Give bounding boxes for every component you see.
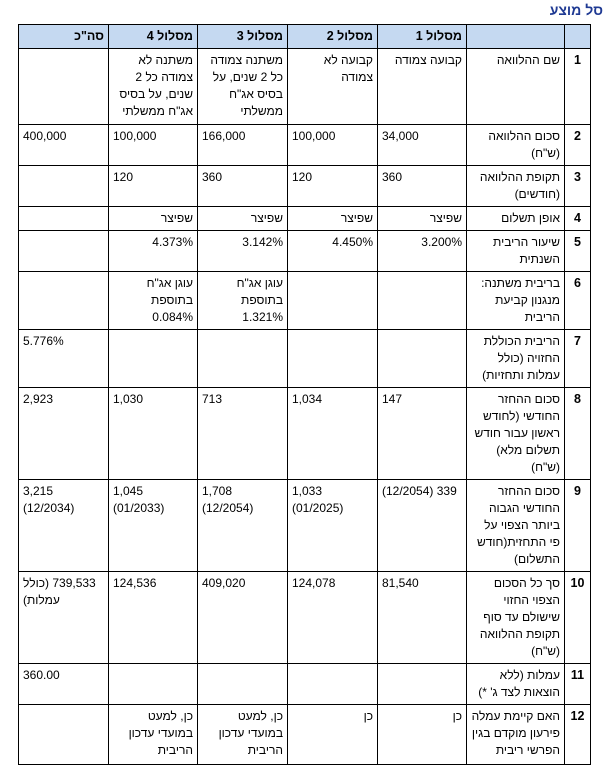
header-track-4: מסלול 4 (109, 25, 198, 49)
row-number: 8 (565, 388, 591, 480)
header-total: סה"כ (19, 25, 109, 49)
cell-track-1: שפיצר (378, 207, 467, 231)
row-label: עמלות (ללא הוצאות לצד ג' *) (467, 664, 565, 705)
cell-track-4: 4.373% (109, 231, 198, 272)
cell-total (19, 166, 109, 207)
cell-track-3 (198, 330, 288, 388)
cell-track-3: שפיצר (198, 207, 288, 231)
header-row (19, 25, 591, 49)
row-number: 9 (565, 480, 591, 572)
cell-track-1: כן (378, 705, 467, 765)
row-number: 12 (565, 705, 591, 765)
cell-track-3: משתנה צמודה כל 2 שנים, על בסיס אג"ח ממשלתי (198, 49, 288, 125)
cell-track-2: 4.450% (288, 231, 378, 272)
cell-track-1: קבועה צמודה (378, 49, 467, 125)
row-label: הריבית הכוללת החזויה (כולל עמלות ותחזיות) (467, 330, 565, 388)
table-row (19, 572, 591, 664)
row-label: שם ההלוואה (467, 49, 565, 125)
cell-track-3: 166,000 (198, 125, 288, 166)
cell-total (19, 231, 109, 272)
cell-track-4: 124,536 (109, 572, 198, 664)
row-label: תקופת ההלוואה (חודשים) (467, 166, 565, 207)
row-label: שיעור הריבית השנתית (467, 231, 565, 272)
cell-total: 2,923 (19, 388, 109, 480)
header-label (467, 25, 565, 49)
cell-track-2: 124,078 (288, 572, 378, 664)
cell-track-2: 100,000 (288, 125, 378, 166)
row-number: 6 (565, 272, 591, 330)
row-number: 3 (565, 166, 591, 207)
cell-total: 3,215 (12/2034) (19, 480, 109, 572)
cell-track-2: 1,033 (01/2025) (288, 480, 378, 572)
cell-track-4 (109, 330, 198, 388)
row-number: 2 (565, 125, 591, 166)
row-label: אופן תשלום (467, 207, 565, 231)
cell-total (19, 49, 109, 125)
cell-track-4: 1,045 (01/2033) (109, 480, 198, 572)
cell-track-3 (198, 664, 288, 705)
cell-total: 739,533 (כולל עמלות) (19, 572, 109, 664)
cell-track-2 (288, 664, 378, 705)
cell-total: 400,000 (19, 125, 109, 166)
cell-track-4: עוגן אג"ח בתוספת 0.084% (109, 272, 198, 330)
header-track-3: מסלול 3 (198, 25, 288, 49)
row-number: 7 (565, 330, 591, 388)
cell-track-3: עוגן אג"ח בתוספת 1.321% (198, 272, 288, 330)
cell-track-2 (288, 272, 378, 330)
row-number: 4 (565, 207, 591, 231)
cell-track-4: 120 (109, 166, 198, 207)
table-row (19, 480, 591, 572)
cell-track-2: 120 (288, 166, 378, 207)
cell-track-4: שפיצר (109, 207, 198, 231)
cell-track-2: כן (288, 705, 378, 765)
cell-track-2: 1,034 (288, 388, 378, 480)
table-row (19, 388, 591, 480)
cell-track-3: כן, למעט במועדי עדכון הריבית (198, 705, 288, 765)
cell-total (19, 272, 109, 330)
cell-track-2 (288, 330, 378, 388)
table-row (19, 207, 591, 231)
table-row (19, 664, 591, 705)
cell-track-3: 1,708 (12/2054) (198, 480, 288, 572)
cell-track-2: שפיצר (288, 207, 378, 231)
cell-track-1 (378, 330, 467, 388)
cell-track-4: 1,030 (109, 388, 198, 480)
cell-track-4: 100,000 (109, 125, 198, 166)
row-label: סכום ההחזר החודשי (לחודש ראשון עבור חודש תשלום מלא)(ש"ח) (467, 388, 565, 480)
cell-track-2: קבועה לא צמודה (288, 49, 378, 125)
cell-total (19, 705, 109, 765)
header-num (565, 25, 591, 49)
cell-track-4: משתנה לא צמודה כל 2 שנים, על בסיס אג"ח ממשלתי (109, 49, 198, 125)
row-number: 5 (565, 231, 591, 272)
cell-total: 5.776% (19, 330, 109, 388)
cell-track-3: 3.142% (198, 231, 288, 272)
row-number: 1 (565, 49, 591, 125)
cell-track-1: 339 (12/2054) (378, 480, 467, 572)
cell-total (19, 207, 109, 231)
table-row (19, 705, 591, 765)
cell-track-1: 3.200% (378, 231, 467, 272)
table-row (19, 272, 591, 330)
row-label: סכום ההחזר החודשי הגבוה ביותר הצפוי על פי התחזית(חודש התשלום) (467, 480, 565, 572)
cell-track-3: 409,020 (198, 572, 288, 664)
table-row (19, 330, 591, 388)
table-row (19, 166, 591, 207)
header-track-2: מסלול 2 (288, 25, 378, 49)
row-label: האם קיימת עמלה פירעון מוקדם בגין הפרשי ריבית (467, 705, 565, 765)
row-label: בריבית משתנה: מנגנון קביעת הריבית (467, 272, 565, 330)
offered-basket-table (18, 24, 591, 765)
table-row (19, 231, 591, 272)
row-label: סך כל הסכום הצפוי החזוי שישולם עד סוף תקופת ההלוואה (ש"ח) (467, 572, 565, 664)
cell-track-4: כן, למעט במועדי עדכון הריבית (109, 705, 198, 765)
cell-track-1: 360 (378, 166, 467, 207)
table-row (19, 49, 591, 125)
cell-track-1 (378, 272, 467, 330)
cell-track-3: 360 (198, 166, 288, 207)
row-number: 10 (565, 572, 591, 664)
header-track-1: מסלול 1 (378, 25, 467, 49)
cell-track-1 (378, 664, 467, 705)
cell-track-1: 147 (378, 388, 467, 480)
cell-total: 360.00 (19, 664, 109, 705)
table-row (19, 125, 591, 166)
row-label: סכום ההלוואה (ש"ח) (467, 125, 565, 166)
cell-track-1: 34,000 (378, 125, 467, 166)
page-title: סל מוצע (549, 2, 603, 18)
cell-track-4 (109, 664, 198, 705)
cell-track-1: 81,540 (378, 572, 467, 664)
cell-track-3: 713 (198, 388, 288, 480)
row-number: 11 (565, 664, 591, 705)
